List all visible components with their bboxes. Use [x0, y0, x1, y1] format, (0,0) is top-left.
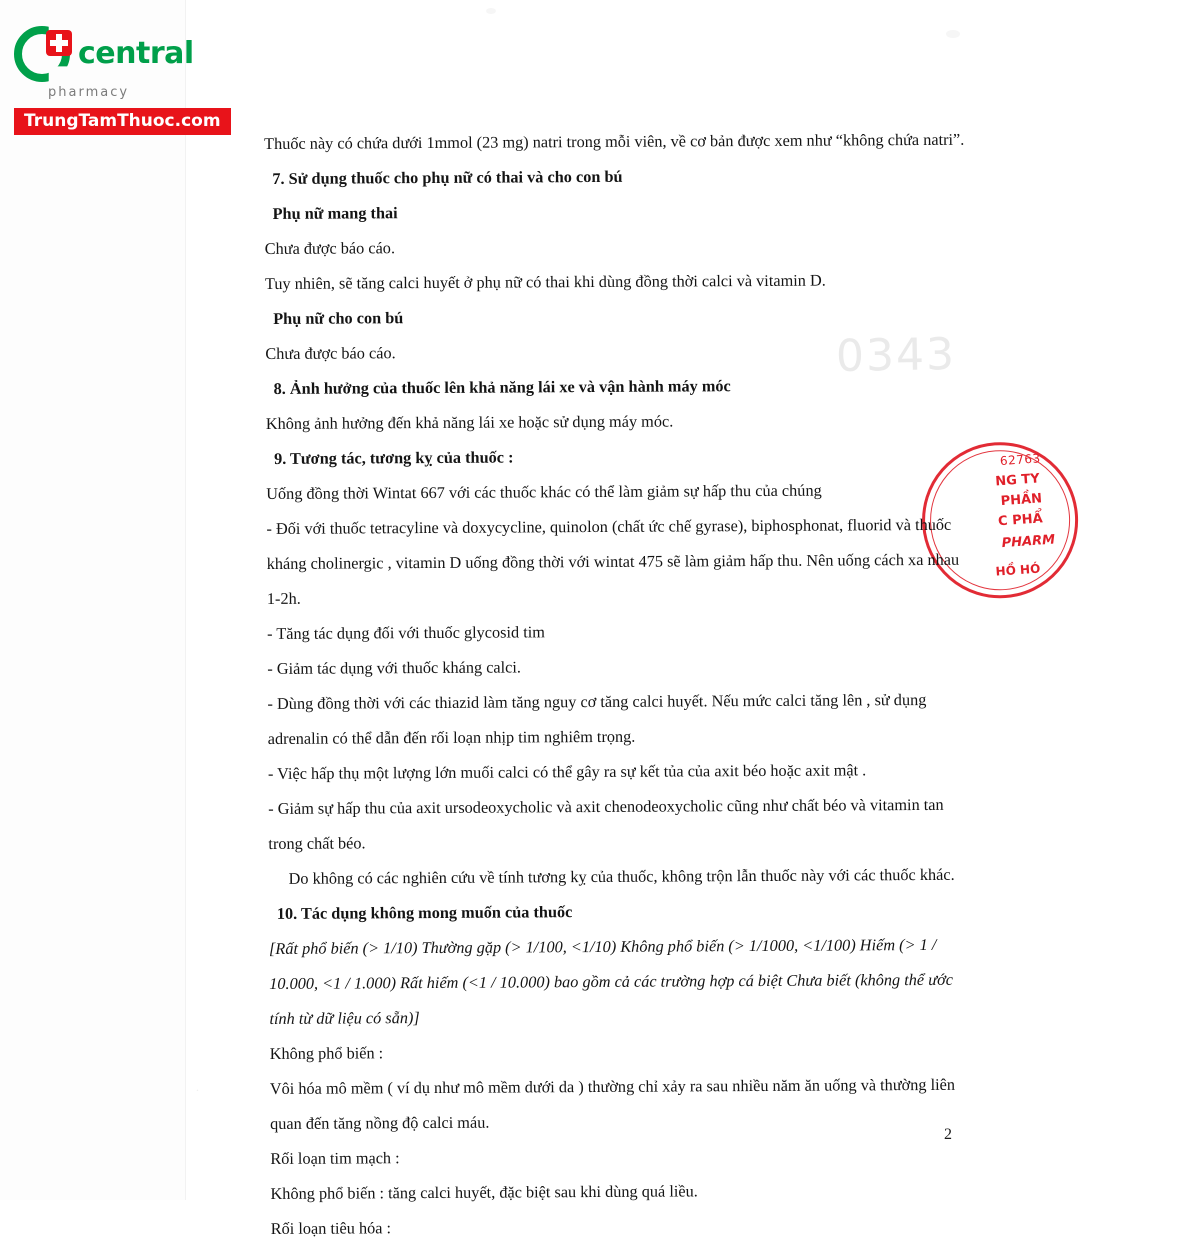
medical-cross-icon [46, 30, 72, 56]
stamp-number: 62763 [999, 451, 1042, 469]
document-paragraph: Phụ nữ cho con bú [273, 308, 404, 328]
stamp-line-2: PHẦN [1000, 491, 1043, 510]
document-paragraph: Không phổ biến : [269, 1043, 384, 1063]
document-paragraph: [Rất phổ biến (> 1/10) Thường gặp (> 1/100, <1/10) Không phổ biến (> 1/1000, <1/100) Hiếm (> 1 / 10.000, <1 / 1.000) Rất hiếm (<1 / 10.000) bao gồm cả các trường hợp cá biệt Chưa biết (không thể ước tính từ dữ liệu có sẵn)] [268, 934, 954, 1028]
document-paragraph: Uống đồng thời Wintat 667 với các thuốc khác có thể làm giảm sự hấp thu của chúng [266, 480, 822, 503]
company-seal-stamp [963, 434, 1102, 603]
central-pharmacy-logo-icon [14, 26, 70, 82]
document-paragraph: Không ảnh hưởng đến khả năng lái xe hoặc sử dụng máy móc. [265, 411, 674, 433]
document-paragraph: Rối loạn tiêu hóa : [270, 1218, 392, 1238]
document-paragraph: Do không có các nghiên cứu về tính tương kỵ của thuốc, không trộn lẫn thuốc này với các thuốc khác. [288, 864, 955, 888]
document-text-body [264, 122, 981, 1246]
document-paragraph: Phụ nữ mang thai [272, 203, 398, 223]
document-paragraph: Chưa được báo cáo. [265, 343, 396, 363]
document-paragraph: Chưa được báo cáo. [264, 238, 396, 258]
scan-speck [486, 8, 496, 14]
document-paragraph: 7. Sử dụng thuốc cho phụ nữ có thai và cho con bú [272, 166, 623, 188]
brand-subtitle: pharmacy [48, 85, 130, 100]
document-paragraph: 8. Ảnh hưởng của thuốc lên khả năng lái xe và vận hành máy móc [273, 376, 731, 398]
document-paragraph: - Tăng tác dụng đối với thuốc glycosid tim [267, 622, 545, 643]
document-paragraph: - Giảm sự hấp thu của axit ursodeoxycholic và axit chenodeoxycholic cũng như chất béo và vitamin tan trong chất béo. [268, 794, 944, 853]
document-paragraph: 9. Tương tác, tương kỵ của thuốc : [273, 447, 514, 468]
ghost-reverse-text: 0343 [835, 328, 957, 383]
page-number: 2 [944, 1126, 952, 1143]
page-left-margin [0, 0, 186, 1200]
document-paragraph: Thuốc này có chứa dưới 1mmol (23 mg) natri trong mỗi viên, về cơ bản được xem như “không chứa natri”. [264, 129, 965, 153]
document-paragraph: 10. Tác dụng không mong muốn của thuốc [276, 902, 573, 923]
scan-speck [946, 30, 960, 38]
document-paragraph: - Giảm tác dụng với thuốc kháng calci. [267, 657, 522, 678]
document-paragraph: Không phổ biến : tăng calci huyết, đặc biệt sau khi dùng quá liều. [270, 1181, 698, 1203]
document-paragraph: - Dùng đồng thời với các thiazid làm tăng nguy cơ tăng calci huyết. Nếu mức calci tăng lên , sử dụng adrenalin có thể dẫn đến rối loạn nhịp tim nghiêm trọng. [267, 689, 927, 748]
brand-website-badge: TrungTamThuoc.com [14, 108, 231, 135]
scan-artifact: . [196, 1080, 199, 1094]
document-paragraph: - Việc hấp thụ một lượng lớn muối calci có thể gây ra sự kết tủa của axit béo hoặc axit mật . [267, 760, 867, 783]
document-paragraph: Vôi hóa mô mềm ( ví dụ như mô mềm dưới da ) thường chỉ xảy ra sau nhiều năm ăn uống và thường liên quan đến tăng nồng độ calci máu. [269, 1074, 956, 1133]
stamp-line-1: NG TY [994, 471, 1041, 490]
document-paragraph: Tuy nhiên, sẽ tăng calci huyết ở phụ nữ có thai khi dùng đồng thời calci và vitamin D. [264, 270, 826, 293]
watermark-logo [14, 26, 224, 135]
brand-name: central [78, 36, 194, 71]
stamp-line-5: HỒ HÓ [995, 561, 1041, 579]
document-paragraph: - Đối với thuốc tetracyline và doxycycline, quinolon (chất ức chế gyrase), biphosphonat, fluorid và thuốc kháng cholinergic , vitamin D uống đồng thời với wintat 475 sẽ làm giảm hấp thu. Nên uống cách xa nhau 1-2h. [266, 514, 960, 608]
stamp-line-3: C PHẨ [997, 511, 1044, 530]
stamp-line-4: PHARM [1001, 532, 1056, 552]
document-paragraph: Rối loạn tim mạch : [270, 1148, 400, 1168]
